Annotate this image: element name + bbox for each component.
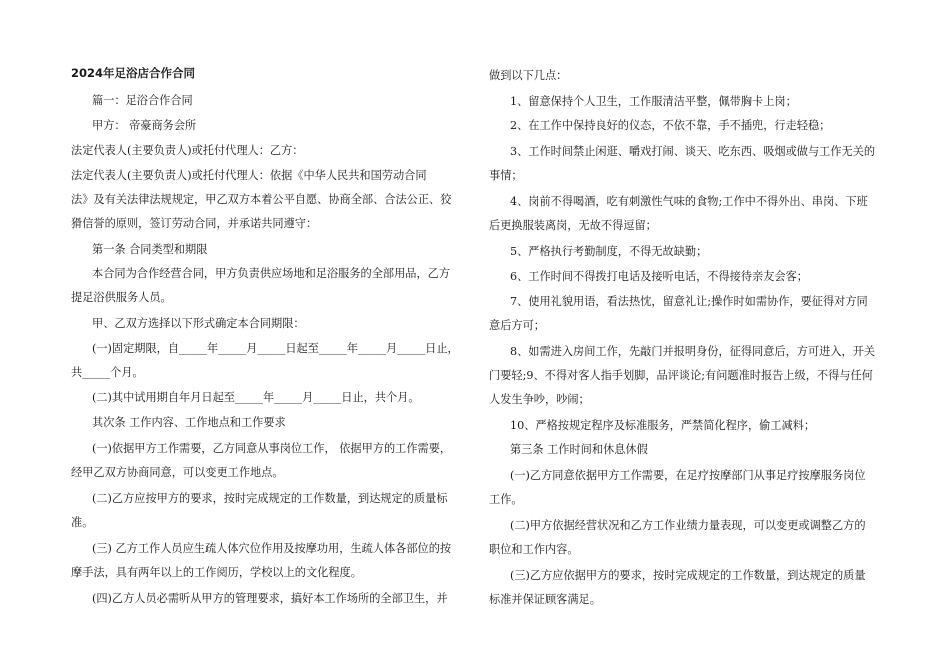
list-item: 4、岗前不得喝酒，吃有刺激性气味的食物;工作中不得外出、串岗、下班 xyxy=(510,195,868,208)
paragraph-line: (二)乙方应按甲方的要求，按时完成规定的工作数量，到达规定的质量标 xyxy=(92,492,448,505)
paragraph-line: (二)甲方依据经营状况和乙方工作业绩力量表现，可以变更或调整乙方的 xyxy=(510,519,866,532)
article-heading: 第一条 合同类型和期限 xyxy=(92,243,208,256)
paragraph-line: 法》及有关法律法规规定，甲乙双方本着公平自愿、协商全部、合法公正、狡 xyxy=(71,193,452,206)
paragraph-line: (一)乙方同意依据甲方工作需要，在足疗按摩部门从事足疗按摩服务岗位 xyxy=(510,469,866,482)
paragraph-line: (一)固定期限，自_____年_____月_____日起至_____年_____月_____日止， xyxy=(92,342,459,355)
paragraph-line: 猾信誉的原则，签订劳动合同，并承诺共同遵守： xyxy=(71,217,318,230)
paragraph-line: 摩手法，具有两年以上的工作阅历，学校以上的文化程度。 xyxy=(71,566,362,579)
list-item: 5、严格执行考勤制度，不得无故缺勤； xyxy=(510,245,708,258)
list-item: 8、如需进入房间工作，先敲门并报明身份，征得同意后，方可进入，开关 xyxy=(510,345,876,358)
paragraph-line: 门要轻;9、不得对客人指手划脚，品评谈论;有问题准时报告上级，不得与任何 xyxy=(489,369,873,382)
paragraph-line: 做到以下几点： xyxy=(489,69,568,82)
paragraph-line: (一)依据甲方工作需要，乙方同意从事岗位工作， 依据甲方的工作需要， xyxy=(92,442,452,455)
paragraph-line: 意后方可； xyxy=(489,319,545,332)
paragraph-line: (二)其中试用期自年月日起至_____年_____月_____日止，共个月。 xyxy=(92,391,420,404)
list-item: 7、使用礼貌用语，看法热忱，留意礼让;操作时如需协作，要征得对方同 xyxy=(510,295,868,308)
paragraph-line: 后更换服装离岗，无故不得逗留； xyxy=(489,219,657,232)
document-title: 2024年足浴店合作合同 xyxy=(71,66,196,80)
article-heading: 其次条 工作内容、工作地点和工作要求 xyxy=(92,416,286,429)
paragraph-line: 准。 xyxy=(71,516,94,529)
list-item: 10、严格按规定程序及标准服务，严禁简化程序，偷工减料； xyxy=(510,419,816,432)
paragraph-line: (四)乙方人员必需听从甲方的管理要求，搞好本工作场所的全部卫生，并 xyxy=(92,592,448,605)
paragraph-line: 共_____个月。 xyxy=(71,366,144,379)
article-heading: 第三条 工作时间和休息休假 xyxy=(510,443,648,456)
paragraph-line: 经甲乙双方协商同意，可以变更工作地点。 xyxy=(71,466,284,479)
paragraph-line: 法定代表人(主要负责人)或托付代理人：依据《中华人民共和国劳动合同 xyxy=(71,169,427,182)
paragraph-line: (三)乙方应依据甲方的要求，按时完成规定的工作数量，到达规定的质量 xyxy=(510,569,866,582)
list-item: 3、工作时间禁止闲逛、嚼戏打闹、谈天、吃东西、吸烟或做与工作无关的 xyxy=(510,145,876,158)
list-item: 1、留意保持个人卫生，工作服清洁平整，佩带胸卡上岗； xyxy=(510,95,797,108)
paragraph-line: 提足浴供服务人员。 xyxy=(71,291,172,304)
party-a: 甲方： 帝豪商务会所 xyxy=(92,119,197,132)
list-item: 2、在工作中保持良好的仪态，不依不靠，手不插兜，行走轻稳； xyxy=(510,119,831,132)
paragraph-line: 职位和工作内容。 xyxy=(489,543,579,556)
section-heading: 篇一：足浴合作合同 xyxy=(92,94,193,107)
paragraph-line: 甲、乙双方选择以下形式确定本合同期限： xyxy=(92,317,305,330)
paragraph-line: 人发生争吵，吵闹； xyxy=(489,393,590,406)
list-item: 6、工作时间不得拨打电话及接听电话，不得接待亲友会客； xyxy=(510,270,808,283)
paragraph-line: 标准并保证顾客满足。 xyxy=(489,593,601,606)
paragraph-line: 事情； xyxy=(489,169,523,182)
paragraph-line: 工作。 xyxy=(489,493,523,506)
paragraph-line: 本合同为合作经营合同，甲方负责供应场地和足浴服务的全部用品，乙方 xyxy=(92,267,451,280)
paragraph-line: 法定代表人(主要负责人)或托付代理人：乙方： xyxy=(71,144,304,157)
paragraph-line: (三) 乙方工作人员应生疏人体穴位作用及按摩功用，生疏人体各部位的按 xyxy=(92,542,452,555)
